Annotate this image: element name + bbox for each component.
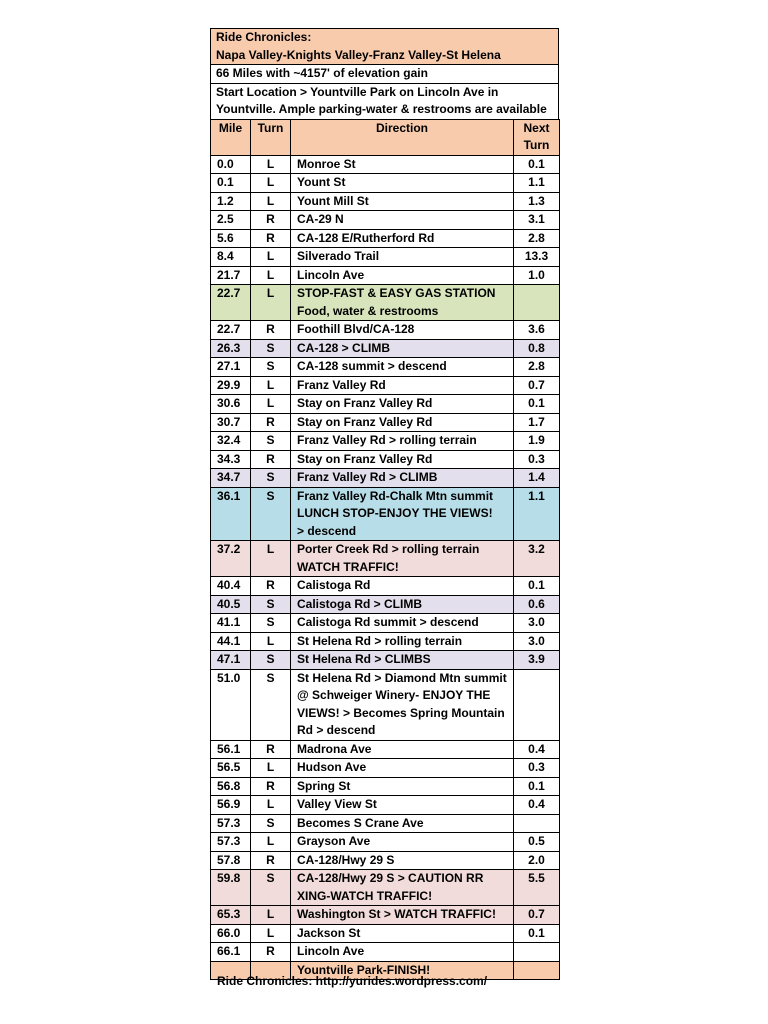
direction-line: Washington St > WATCH TRAFFIC!	[297, 907, 496, 921]
direction-line: XING-WATCH TRAFFIC!	[297, 888, 433, 903]
mile-cell: 47.1	[211, 651, 251, 670]
direction-line: LUNCH STOP-ENJOY THE VIEWS!	[297, 506, 493, 520]
next-turn-cell: 0.1	[514, 577, 560, 596]
mile-cell: 2.5	[211, 211, 251, 230]
direction-line: CA-128 summit > descend	[297, 359, 447, 373]
direction-cell	[291, 833, 514, 852]
table-row	[211, 669, 560, 740]
turn-cell: S	[251, 651, 291, 670]
direction-line: Yount Mill St	[297, 193, 369, 208]
direction-line: Spring St	[297, 778, 351, 793]
direction-line: Calistoga Rd summit > descend	[297, 615, 479, 629]
next-turn-cell: 5.5	[514, 870, 560, 906]
turn-cell: S	[251, 487, 291, 541]
next-turn-cell: 0.1	[514, 777, 560, 796]
direction-cell	[291, 796, 514, 815]
table-row	[211, 413, 560, 432]
table-row	[211, 487, 560, 541]
cue-sheet	[210, 28, 559, 980]
mile-cell: 36.1	[211, 487, 251, 541]
mile-cell: 57.8	[211, 851, 251, 870]
direction-cell	[291, 924, 514, 943]
table-row	[211, 740, 560, 759]
direction-cell	[291, 413, 514, 432]
direction-cell	[291, 469, 514, 488]
direction-cell	[291, 155, 514, 174]
mile-cell: 44.1	[211, 632, 251, 651]
mile-cell: 59.8	[211, 870, 251, 906]
table-row	[211, 651, 560, 670]
direction-cell	[291, 487, 514, 541]
direction-line: Calistoga Rd > CLIMB	[297, 596, 423, 611]
direction-line: Calistoga Rd	[297, 578, 371, 592]
direction-cell	[291, 174, 514, 193]
direction-cell	[291, 669, 514, 740]
direction-line: WATCH TRAFFIC!	[297, 559, 399, 574]
direction-line: Franz Valley Rd-Chalk Mtn summit	[297, 488, 494, 503]
next-turn-cell	[514, 669, 560, 740]
table-row	[211, 174, 560, 193]
direction-cell	[291, 851, 514, 870]
direction-cell	[291, 229, 514, 248]
turn-cell: S	[251, 669, 291, 740]
next-turn-cell	[514, 943, 560, 962]
mile-cell: 5.6	[211, 229, 251, 248]
turn-cell: L	[251, 541, 291, 577]
mile-cell: 22.7	[211, 285, 251, 321]
table-row	[211, 577, 560, 596]
direction-cell	[291, 740, 514, 759]
next-turn-cell: 0.3	[514, 759, 560, 778]
direction-line: Food, water & restrooms	[297, 303, 439, 318]
direction-line: Hudson Ave	[297, 760, 367, 774]
turn-cell: L	[251, 376, 291, 395]
direction-cell	[291, 321, 514, 340]
direction-cell	[291, 632, 514, 651]
direction-line: CA-29 N	[297, 212, 344, 226]
table-row	[211, 906, 560, 925]
direction-cell	[291, 376, 514, 395]
table-row	[211, 450, 560, 469]
next-turn-cell: 2.0	[514, 851, 560, 870]
direction-line: St Helena Rd > Diamond Mtn summit	[297, 670, 507, 685]
column-header-next-turn	[514, 119, 560, 155]
table-row	[211, 541, 560, 577]
mile-cell: 56.9	[211, 796, 251, 815]
direction-cell	[291, 614, 514, 633]
direction-line: Franz Valley Rd > CLIMB	[297, 470, 438, 484]
next-turn-cell: 3.9	[514, 651, 560, 670]
direction-line: Becomes S Crane Ave	[297, 815, 424, 830]
mile-cell: 29.9	[211, 376, 251, 395]
direction-cell	[291, 814, 514, 833]
turn-cell: L	[251, 174, 291, 193]
column-header-turn: Turn	[251, 119, 291, 155]
direction-cell	[291, 595, 514, 614]
direction-line: @ Schweiger Winery- ENJOY THE	[297, 688, 491, 702]
turn-cell: L	[251, 285, 291, 321]
mile-cell: 40.5	[211, 595, 251, 614]
direction-line: CA-128/Hwy 29 S > CAUTION RR	[297, 871, 484, 885]
mile-cell: 51.0	[211, 669, 251, 740]
turn-cell: R	[251, 413, 291, 432]
next-turn-cell: 1.7	[514, 413, 560, 432]
next-turn-cell: 3.0	[514, 632, 560, 651]
direction-line: CA-128 > CLIMB	[297, 340, 391, 355]
mile-cell: 22.7	[211, 321, 251, 340]
next-turn-line-1: Next	[523, 120, 550, 135]
direction-line: Foothill Blvd/CA-128	[297, 322, 415, 336]
mile-cell: 56.5	[211, 759, 251, 778]
next-turn-cell	[514, 961, 560, 980]
next-turn-line-2: Turn	[523, 138, 550, 152]
table-row	[211, 395, 560, 414]
table-row	[211, 339, 560, 358]
mile-cell: 41.1	[211, 614, 251, 633]
direction-cell	[291, 248, 514, 267]
next-turn-cell: 3.2	[514, 541, 560, 577]
direction-line: Monroe St	[297, 156, 356, 171]
direction-line: Stay on Franz Valley Rd	[297, 451, 433, 466]
next-turn-cell: 1.1	[514, 487, 560, 541]
next-turn-cell: 0.7	[514, 376, 560, 395]
turn-cell: L	[251, 266, 291, 285]
direction-cell	[291, 395, 514, 414]
turn-cell: L	[251, 395, 291, 414]
mile-cell: 65.3	[211, 906, 251, 925]
mile-cell: 66.1	[211, 943, 251, 962]
distance-block	[210, 64, 559, 83]
next-turn-cell	[514, 285, 560, 321]
turn-cell: S	[251, 595, 291, 614]
distance-text: 66 Miles with ~4157' of elevation gain	[216, 66, 428, 80]
mile-cell: 56.1	[211, 740, 251, 759]
next-turn-cell: 1.0	[514, 266, 560, 285]
mile-cell: 21.7	[211, 266, 251, 285]
table-row	[211, 321, 560, 340]
table-row	[211, 376, 560, 395]
mile-cell: 37.2	[211, 541, 251, 577]
direction-line: Porter Creek Rd > rolling terrain	[297, 542, 480, 556]
direction-line: Franz Valley Rd > rolling terrain	[297, 433, 477, 447]
next-turn-cell: 1.9	[514, 432, 560, 451]
mile-cell: 26.3	[211, 339, 251, 358]
next-turn-cell: 3.6	[514, 321, 560, 340]
turn-cell: S	[251, 870, 291, 906]
direction-cell	[291, 211, 514, 230]
table-row	[211, 870, 560, 906]
direction-line: Stay on Franz Valley Rd	[297, 396, 433, 410]
mile-cell: 56.8	[211, 777, 251, 796]
mile-cell: 34.3	[211, 450, 251, 469]
direction-cell	[291, 777, 514, 796]
table-row	[211, 943, 560, 962]
start-location-block	[210, 83, 559, 119]
next-turn-cell	[514, 814, 560, 833]
direction-cell	[291, 906, 514, 925]
next-turn-cell: 13.3	[514, 248, 560, 267]
next-turn-cell: 3.0	[514, 614, 560, 633]
turn-cell: S	[251, 814, 291, 833]
mile-cell: 57.3	[211, 833, 251, 852]
direction-line: VIEWS! > Becomes Spring Mountain	[297, 705, 505, 720]
next-turn-cell: 2.8	[514, 229, 560, 248]
column-header-direction: Direction	[291, 119, 514, 155]
direction-cell	[291, 943, 514, 962]
table-row	[211, 285, 560, 321]
table-row	[211, 814, 560, 833]
turn-cell: S	[251, 358, 291, 377]
cue-rows	[211, 155, 560, 980]
mile-cell: 66.0	[211, 924, 251, 943]
turn-cell: R	[251, 851, 291, 870]
direction-line: Madrona Ave	[297, 741, 372, 756]
next-turn-cell: 0.1	[514, 395, 560, 414]
direction-line: Franz Valley Rd	[297, 377, 386, 392]
direction-line: STOP-FAST & EASY GAS STATION	[297, 286, 496, 300]
direction-line: Lincoln Ave	[297, 267, 365, 282]
turn-cell: S	[251, 614, 291, 633]
turn-cell: R	[251, 943, 291, 962]
table-row	[211, 192, 560, 211]
mile-cell: 30.7	[211, 413, 251, 432]
next-turn-cell: 0.6	[514, 595, 560, 614]
mile-cell: 27.1	[211, 358, 251, 377]
table-row	[211, 229, 560, 248]
next-turn-cell: 0.5	[514, 833, 560, 852]
turn-cell: S	[251, 432, 291, 451]
direction-cell	[291, 577, 514, 596]
turn-cell: R	[251, 777, 291, 796]
turn-cell: R	[251, 229, 291, 248]
turn-cell: L	[251, 906, 291, 925]
turn-cell: S	[251, 469, 291, 488]
table-row	[211, 155, 560, 174]
title-block	[210, 28, 559, 64]
next-turn-cell: 0.3	[514, 450, 560, 469]
table-row	[211, 833, 560, 852]
table-row	[211, 469, 560, 488]
table-row	[211, 248, 560, 267]
table-row	[211, 632, 560, 651]
next-turn-cell: 1.4	[514, 469, 560, 488]
direction-line: Silverado Trail	[297, 249, 380, 263]
direction-cell	[291, 358, 514, 377]
table-row	[211, 358, 560, 377]
direction-line: > descend	[297, 523, 357, 538]
turn-cell: L	[251, 759, 291, 778]
direction-line: Grayson Ave	[297, 834, 371, 848]
turn-cell: L	[251, 924, 291, 943]
direction-cell	[291, 339, 514, 358]
mile-cell: 8.4	[211, 248, 251, 267]
table-row	[211, 759, 560, 778]
start-line-2: Yountville. Ample parking-water & restrooms are available	[216, 102, 547, 116]
turn-cell: R	[251, 450, 291, 469]
turn-cell: L	[251, 833, 291, 852]
direction-cell	[291, 541, 514, 577]
table-row	[211, 266, 560, 285]
table-row	[211, 211, 560, 230]
direction-cell	[291, 759, 514, 778]
table-row	[211, 924, 560, 943]
next-turn-cell: 0.4	[514, 740, 560, 759]
mile-cell: 32.4	[211, 432, 251, 451]
turn-cell: R	[251, 321, 291, 340]
turn-cell: L	[251, 796, 291, 815]
direction-line: CA-128/Hwy 29 S	[297, 852, 395, 867]
turn-cell: R	[251, 577, 291, 596]
mile-cell: 0.1	[211, 174, 251, 193]
direction-line: Jackson St	[297, 925, 361, 940]
turn-cell: S	[251, 339, 291, 358]
column-header-row	[211, 119, 560, 155]
direction-line: CA-128 E/Rutherford Rd	[297, 230, 435, 245]
next-turn-cell: 1.3	[514, 192, 560, 211]
next-turn-cell: 0.1	[514, 924, 560, 943]
direction-cell	[291, 651, 514, 670]
column-header-mile: Mile	[211, 119, 251, 155]
mile-cell: 1.2	[211, 192, 251, 211]
next-turn-cell: 3.1	[514, 211, 560, 230]
direction-line: St Helena Rd > CLIMBS	[297, 652, 431, 666]
start-line-1: Start Location > Yountville Park on Lincoln Ave in	[216, 84, 499, 99]
direction-cell	[291, 432, 514, 451]
mile-cell: 40.4	[211, 577, 251, 596]
next-turn-cell: 0.1	[514, 155, 560, 174]
turn-cell: L	[251, 248, 291, 267]
footer-credit: Ride Chronicles: http://yurides.wordpress.com/	[217, 974, 488, 988]
direction-line: Valley View St	[297, 797, 377, 811]
direction-cell	[291, 870, 514, 906]
next-turn-cell: 0.8	[514, 339, 560, 358]
table-row	[211, 796, 560, 815]
direction-line: Rd > descend	[297, 723, 376, 737]
turn-cell: L	[251, 632, 291, 651]
table-row	[211, 614, 560, 633]
next-turn-cell: 0.4	[514, 796, 560, 815]
mile-cell: 30.6	[211, 395, 251, 414]
table-row	[211, 777, 560, 796]
turn-cell: L	[251, 192, 291, 211]
direction-cell	[291, 285, 514, 321]
mile-cell: 0.0	[211, 155, 251, 174]
title-line-1: Ride Chronicles:	[216, 30, 312, 44]
mile-cell: 57.3	[211, 814, 251, 833]
turn-cell: R	[251, 740, 291, 759]
next-turn-cell: 1.1	[514, 174, 560, 193]
table-row	[211, 432, 560, 451]
next-turn-cell: 0.7	[514, 906, 560, 925]
direction-cell	[291, 266, 514, 285]
table-row	[211, 851, 560, 870]
direction-line: Yount St	[297, 175, 346, 189]
mile-cell: 34.7	[211, 469, 251, 488]
direction-line: Lincoln Ave	[297, 944, 365, 958]
direction-line: Stay on Franz Valley Rd	[297, 414, 433, 429]
cue-table	[210, 119, 560, 981]
table-row	[211, 595, 560, 614]
turn-cell: L	[251, 155, 291, 174]
turn-cell: R	[251, 211, 291, 230]
title-line-2: Napa Valley-Knights Valley-Franz Valley-St Helena	[216, 47, 501, 62]
direction-line: St Helena Rd > rolling terrain	[297, 633, 463, 648]
direction-line: Yountville Park-FINISH!	[297, 962, 431, 977]
direction-cell	[291, 192, 514, 211]
direction-cell	[291, 450, 514, 469]
next-turn-cell: 2.8	[514, 358, 560, 377]
